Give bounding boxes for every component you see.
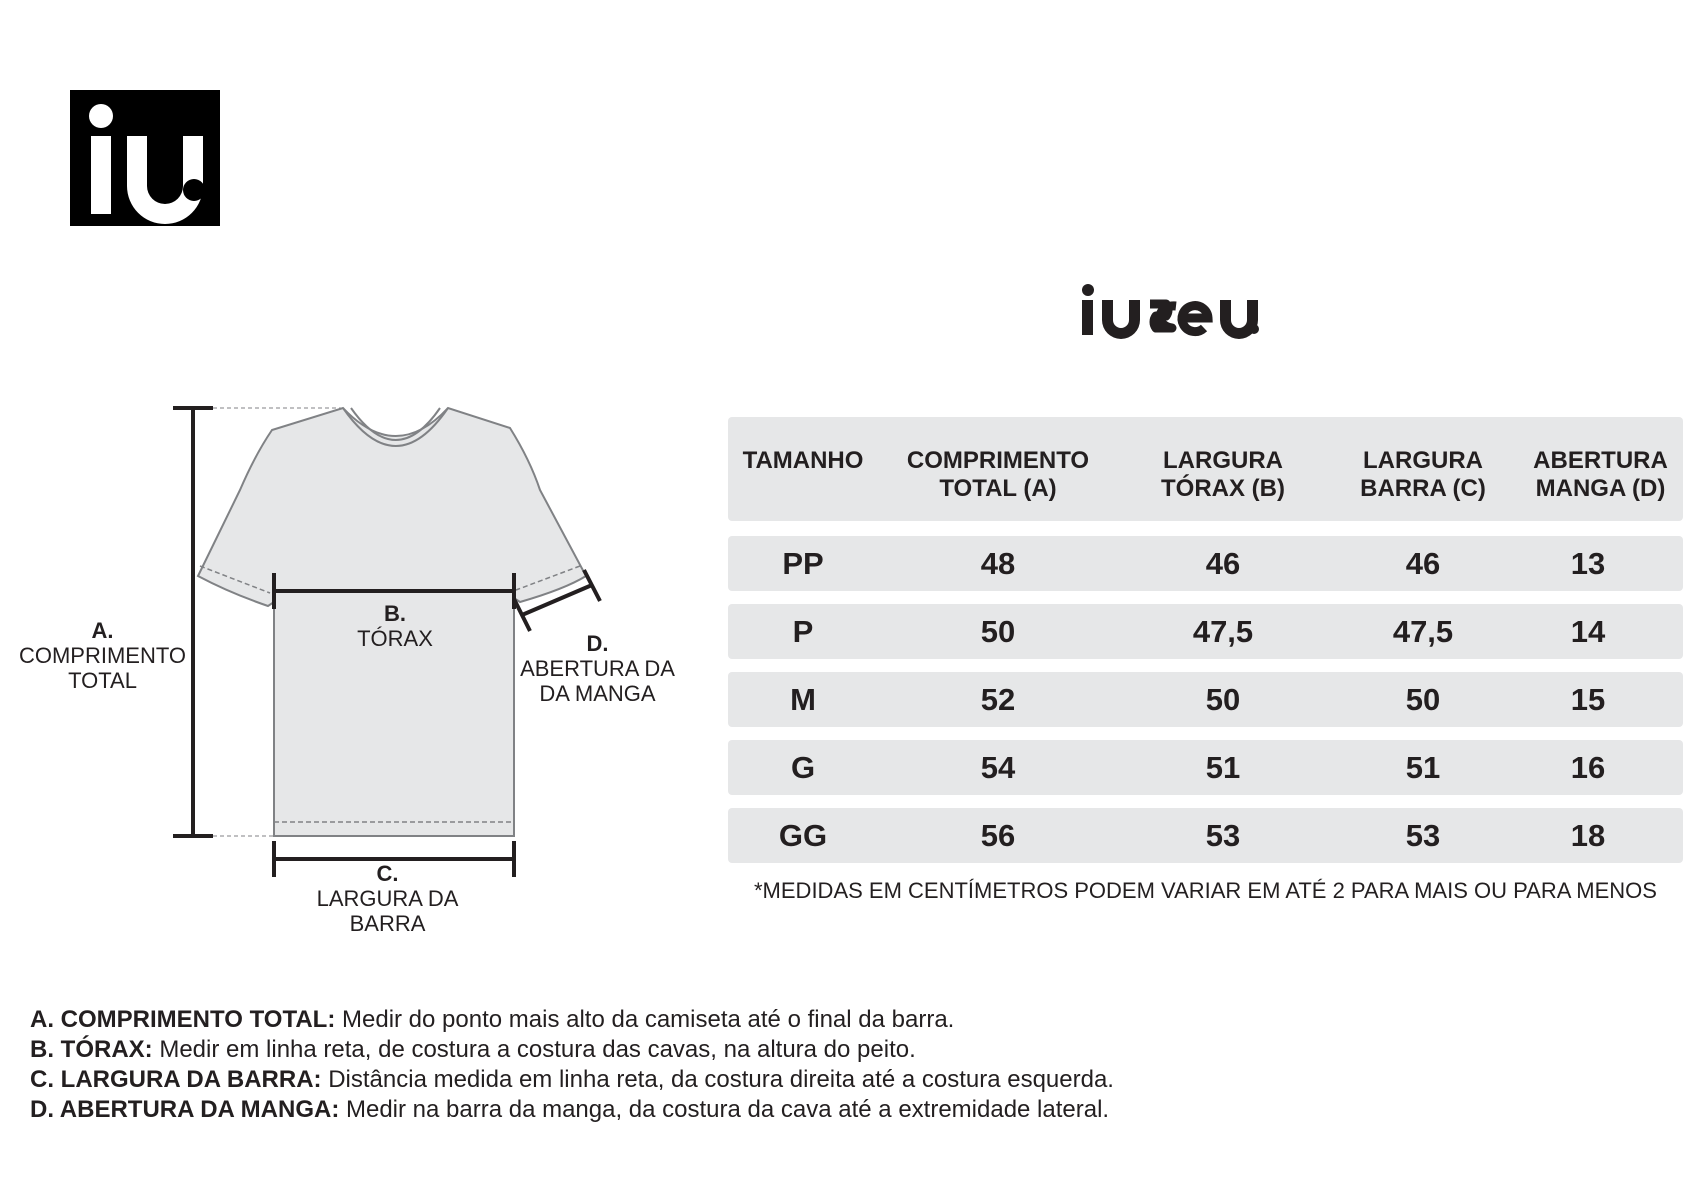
label-d (515, 631, 680, 706)
cell-manga: 13 (1570, 545, 1606, 581)
wordmark-logo (1080, 280, 1260, 340)
label-c-key: C. (376, 861, 399, 886)
label-a (10, 618, 195, 693)
label-c-line2: BARRA (349, 911, 426, 936)
header-torax-line2: TÓRAX (B) (1161, 475, 1285, 502)
header-barra (1323, 447, 1523, 503)
cell-barra: 47,5 (1392, 613, 1454, 649)
label-c (300, 861, 475, 936)
label-a-line1: COMPRIMENTO (18, 643, 187, 668)
table-row (728, 672, 1683, 727)
legend-item-d (30, 1095, 1114, 1125)
cell-barra: 46 (1405, 545, 1441, 581)
cell-torax: 51 (1205, 749, 1241, 785)
cell-barra: 51 (1405, 749, 1441, 785)
cell-size: PP (782, 545, 824, 581)
table-header-row (728, 417, 1683, 521)
cell-torax: 50 (1205, 681, 1241, 717)
cell-comprimento: 54 (980, 749, 1016, 785)
label-c-line1: LARGURA DA (316, 886, 459, 911)
header-torax-line1: LARGURA (1163, 447, 1283, 474)
label-a-key: A. (91, 618, 114, 643)
cell-torax: 53 (1205, 817, 1241, 853)
legend-text: Medir do ponto mais alto da camiseta até o final da barra. (342, 1006, 955, 1033)
cell-size: GG (778, 817, 828, 853)
header-comprimento-line1: COMPRIMENTO (906, 447, 1090, 474)
cell-size: P (792, 613, 814, 649)
measurement-legend (30, 1005, 1114, 1125)
header-barra-line1: LARGURA (1363, 447, 1483, 474)
cell-size: G (790, 749, 816, 785)
header-barra-line2: BARRA (C) (1360, 475, 1486, 502)
legend-item-a (30, 1005, 1114, 1035)
header-comprimento (878, 447, 1118, 503)
logo-mark (70, 90, 220, 226)
legend-key: A. COMPRIMENTO TOTAL: (30, 1006, 336, 1033)
label-d-key: D. (586, 631, 609, 656)
table-row (728, 740, 1683, 795)
cell-comprimento: 56 (980, 817, 1016, 853)
cell-comprimento: 52 (980, 681, 1016, 717)
legend-item-b (30, 1035, 1114, 1065)
legend-text: Medir em linha reta, de costura a costura das cavas, na altura do peito. (159, 1036, 916, 1063)
cell-manga: 16 (1570, 749, 1606, 785)
brand-wordmark (1080, 280, 1260, 340)
legend-key: B. TÓRAX: (30, 1036, 153, 1063)
header-manga (1518, 447, 1683, 503)
table-row (728, 604, 1683, 659)
header-tamanho (728, 447, 878, 475)
garment-diagram (0, 390, 700, 950)
cell-torax: 47,5 (1192, 613, 1254, 649)
legend-text: Medir na barra da manga, da costura da cava até a extremidade lateral. (345, 1096, 1110, 1123)
header-comprimento-line2: TOTAL (A) (939, 475, 1057, 502)
cell-barra: 53 (1405, 817, 1441, 853)
header-manga-line1: ABERTURA (1533, 447, 1668, 474)
label-b-key: B. (384, 601, 406, 626)
table-row (728, 808, 1683, 863)
cell-manga: 15 (1570, 681, 1606, 717)
label-b-line1: TÓRAX (357, 626, 433, 651)
cell-manga: 14 (1570, 613, 1606, 649)
cell-size: M (790, 681, 816, 717)
cell-comprimento: 48 (980, 545, 1016, 581)
label-d-line2: DA MANGA (539, 681, 656, 706)
cell-comprimento: 50 (980, 613, 1016, 649)
legend-text: Distância medida em linha reta, da costura direita até a costura esquerda. (328, 1066, 1114, 1093)
label-b (330, 601, 460, 651)
label-d-line1: ABERTURA DA (520, 656, 675, 681)
label-a-line2: TOTAL (68, 668, 137, 693)
cell-torax: 46 (1205, 545, 1241, 581)
header-tamanho-line1: TAMANHO (742, 447, 864, 474)
measurement-note: *MEDIDAS EM CENTÍMETROS PODEM VARIAR EM ATÉ 2 PARA MAIS OU PARA MENOS (754, 878, 1657, 903)
header-manga-line2: MANGA (D) (1535, 475, 1666, 502)
legend-item-c (30, 1065, 1114, 1095)
header-torax (1123, 447, 1323, 503)
brand-logo (70, 90, 220, 226)
legend-key: C. LARGURA DA BARRA: (30, 1066, 322, 1093)
cell-barra: 50 (1405, 681, 1441, 717)
cell-manga: 18 (1570, 817, 1606, 853)
table-row (728, 536, 1683, 591)
legend-key: D. ABERTURA DA MANGA: (30, 1096, 340, 1123)
